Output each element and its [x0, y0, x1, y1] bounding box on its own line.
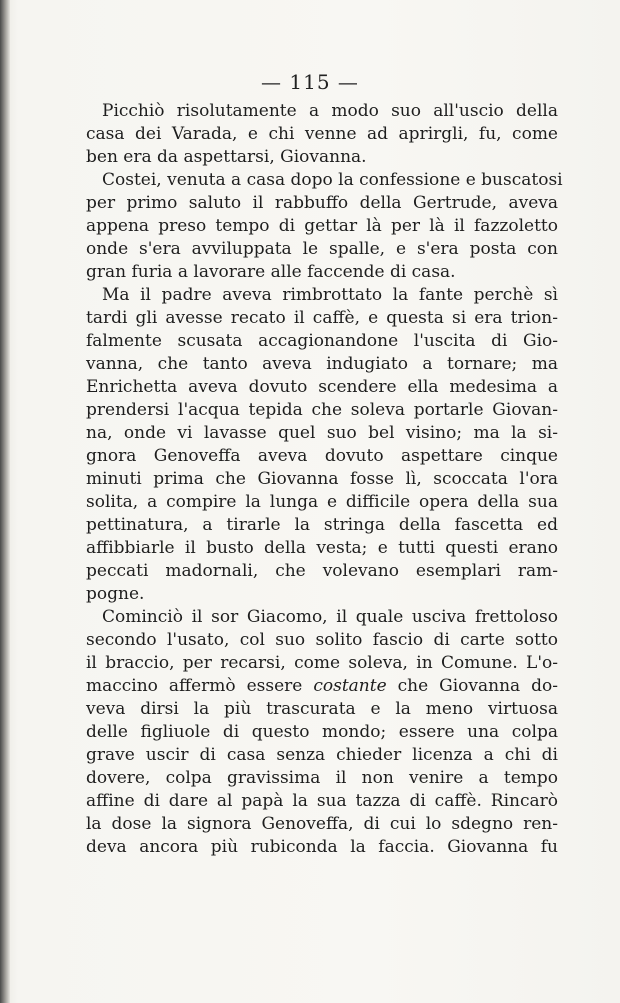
text-line: tardi gli avesse recato il caffè, e questa si era trion- [86, 308, 558, 328]
text-line: solita, a compire la lunga e difficile opera della sua [86, 492, 558, 512]
text-line: Picchiò risolutamente a modo suo all'uscio della [102, 101, 558, 121]
body-text [86, 100, 563, 859]
text-line: secondo l'usato, col suo solito fascio di carte sotto [86, 630, 558, 650]
text-line: minuti prima che Giovanna fosse lì, scoccata l'ora [86, 469, 558, 489]
text-line-with-italic [86, 675, 558, 698]
text-line: pogne. [86, 584, 145, 604]
text-line: veva dirsi la più trascurata e la meno virtuosa [86, 699, 558, 719]
text-line: prendersi l'acqua tepida che soleva portarle Giovan- [86, 400, 558, 420]
book-spine-shadow [0, 0, 10, 1003]
text-line: casa dei Varada, e chi venne ad aprirgli, fu, come [86, 124, 558, 144]
text-line: delle figliuole di questo mondo; essere una colpa [86, 722, 558, 742]
text-line: affibbiarle il busto della vesta; e tutti questi erano [86, 538, 558, 558]
text-line: vanna, che tanto aveva indugiato a tornare; ma [86, 354, 558, 374]
text-line: per primo saluto il rabbuffo della Gertrude, aveva [86, 193, 558, 213]
text-line: affine di dare al papà la sua tazza di caffè. Rincarò [86, 791, 558, 811]
text-line: na, onde vi lavasse quel suo bel visino; ma la si- [86, 423, 558, 443]
text-line: gran furia a lavorare alle faccende di casa. [86, 262, 456, 282]
text-line: gnora Genoveffa aveva dovuto aspettare cinque [86, 446, 558, 466]
text-line: Ma il padre aveva rimbrottato la fante perchè sì [102, 285, 558, 305]
text-line: falmente scusata accagionandone l'uscita di Gio- [86, 331, 558, 351]
text-line: dovere, colpa gravissima il non venire a tempo [86, 768, 558, 788]
text-line: Cominciò il sor Giacomo, il quale usciva frettoloso [102, 607, 558, 627]
text-line: appena preso tempo di gettar là per là il fazzoletto [86, 216, 558, 236]
text-segment: maccino affermò essere [86, 676, 303, 696]
text-line: grave uscir di casa senza chieder licenza a chi di [86, 745, 558, 765]
text-line: il braccio, per recarsi, come soleva, in Comune. L'o- [86, 653, 558, 673]
page-number: — 115 — [261, 70, 359, 94]
text-line: ben era da aspettarsi, Giovanna. [86, 147, 367, 167]
text-line: onde s'era avviluppata le spalle, e s'era posta con [86, 239, 558, 259]
italic-word: costante [313, 676, 387, 696]
text-segment: che Giovanna do- [397, 676, 558, 696]
text-line: Enrichetta aveva dovuto scendere ella medesima a [86, 377, 558, 397]
text-line: deva ancora più rubiconda la faccia. Giovanna fu [86, 837, 558, 857]
text-line: la dose la signora Genoveffa, di cui lo sdegno ren- [86, 814, 558, 834]
text-line: peccati madornali, che volevano esemplari ram- [86, 561, 558, 581]
text-line: pettinatura, a tirarle la stringa della fascetta ed [86, 515, 558, 535]
text-line: Costei, venuta a casa dopo la confessione e buscatosi [102, 170, 563, 190]
